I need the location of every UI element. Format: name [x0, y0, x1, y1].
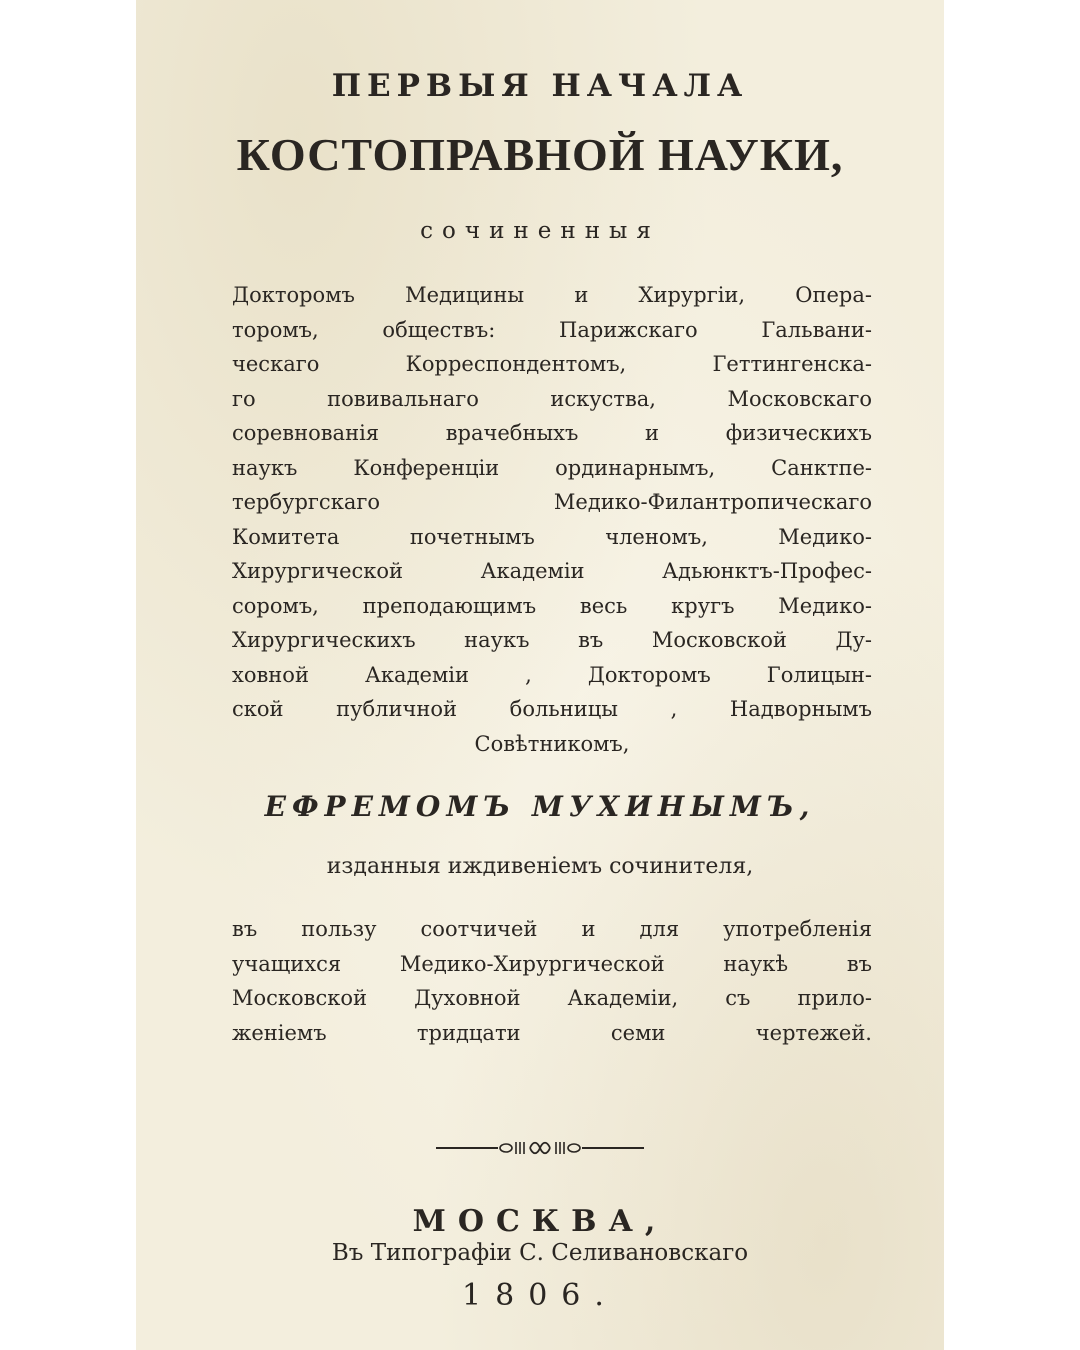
credentials-line: Комитета почетнымъ членомъ, Медико- [232, 524, 872, 549]
composed-by-label: сочиненныя [420, 218, 660, 244]
credentials-line: соревнованiя врачебныхъ и физическихъ [232, 421, 872, 445]
imprint-year: 1806. [462, 1278, 618, 1313]
credentials-line: соромъ, преподающимъ весь кругъ Медико- [232, 593, 872, 618]
purpose-statement [232, 912, 872, 1050]
credentials-line: тербургскаго Медико-Филантропическаго [232, 490, 872, 514]
imprint-press: Въ Типографiи С. Селивановскаго [331, 1240, 749, 1266]
credentials-line: ской публичной больницы , Надворнымъ [232, 697, 872, 721]
credentials-line: Докторомъ Медицины и Хирургiи, Опера- [232, 283, 872, 307]
purpose-line: Московской Духовной Академiи, съ прило- [232, 986, 872, 1010]
purpose-line: въ пользу соотчичей и для употребленiя [232, 917, 872, 941]
imprint-city: МОСКВА, [412, 1204, 668, 1239]
credentials-line: ческаго Корреспондентомъ, Геттингенска- [232, 352, 872, 376]
credentials-line: ховной Академiи , Докторомъ Голицын- [232, 662, 872, 687]
author-name: ЕФРЕМОМЪ МУХИНЫМЪ, [264, 790, 816, 823]
credentials-line: наукъ Конференцiи ординарнымъ, Санктпе- [232, 455, 872, 480]
credentials-line: торомъ, обществъ: Парижскаго Гальвани- [232, 317, 872, 342]
purpose-line: учащихся Медико-Хирургической наукѣ въ [232, 951, 872, 976]
credentials-line: го повивальнаго искуства, Московскаго [232, 386, 872, 411]
author-credentials [232, 278, 872, 761]
title-line-1: ПЕРВЫЯ НАЧАЛА [331, 68, 749, 104]
credentials-line: Хирургической Академiи Адьюнктъ-Профес- [232, 559, 872, 583]
title-page [136, 0, 944, 1350]
purpose-line: женiемъ тридцати семи чертежей. [232, 1020, 872, 1045]
credentials-line: Совѣтникомъ, [474, 731, 630, 756]
credentials-line: Хирургическихъ наукъ въ Московской Ду- [232, 628, 872, 652]
title-line-2: КОСТОПРАВНОЙ НАУКИ, [236, 129, 844, 180]
publication-note: изданныя иждивенiемъ сочинителя, [326, 854, 754, 879]
ornament-divider [436, 1138, 644, 1158]
